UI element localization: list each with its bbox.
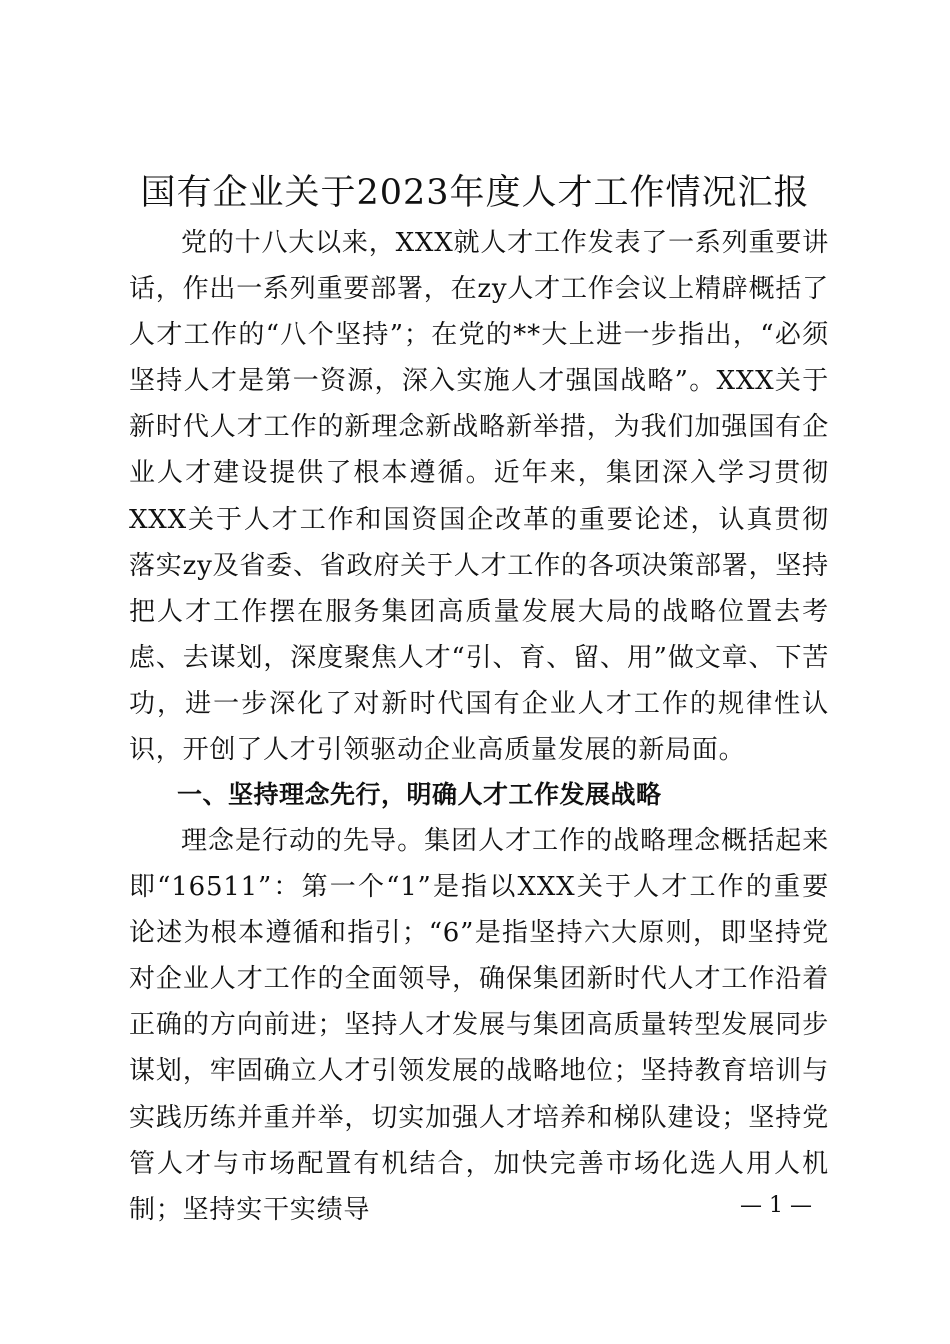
section-heading-1: 一、坚持理念先行，明确人才工作发展战略 [177,780,662,809]
paragraph-section-1: 理念是行动的先导。集团人才工作的战略理念概括起来即“16511”：第一个“1”是指以XXX关于人才工作的重要论述为根本遵循和指引；“6”是指坚持六大原则，即坚持党对企业人才工作的全面领导，确保集团新时代人才工作沿着正确的方向前进；坚持人才发展与集团高质量转型发展同步谋划，牢固确立人才引领发展的战略地位；坚持教育培训与实践历练并重并举，切实加强人才培养和梯队建设；坚持党管人才与市场配置有机结合，加快完善市场化选人用人机制；坚持实干实绩导 [129,826,829,1225]
document-title: 国有企业关于2023年度人才工作情况汇报 [140,173,810,213]
paragraph-intro: 党的十八大以来，XXX就人才工作发表了一系列重要讲话，作出一系列重要部署，在zy人才工作会议上精辟概括了人才工作的“八个坚持”；在党的**大上进一步指出，“必须坚持人才是第一资源，深入实施人才强国战略”。XXX关于新时代人才工作的新理念新战略新举措，为我们加强国有企业人才建设提供了根本遵循。近年来，集团深入学习贯彻XXX关于人才工作和国资国企改革的重要论述，认真贯彻落实zy及省委、省政府关于人才工作的各项决策部署，坚持把人才工作摆在服务集团高质量发展大局的战略位置去考虑、去谋划，深度聚焦人才“引、育、留、用”做文章、下苦功，进一步深化了对新时代国有企业人才工作的规律性认识，开创了人才引领驱动企业高质量发展的新局面。 [129,228,829,766]
page-number: — 1 — [740,1193,812,1218]
